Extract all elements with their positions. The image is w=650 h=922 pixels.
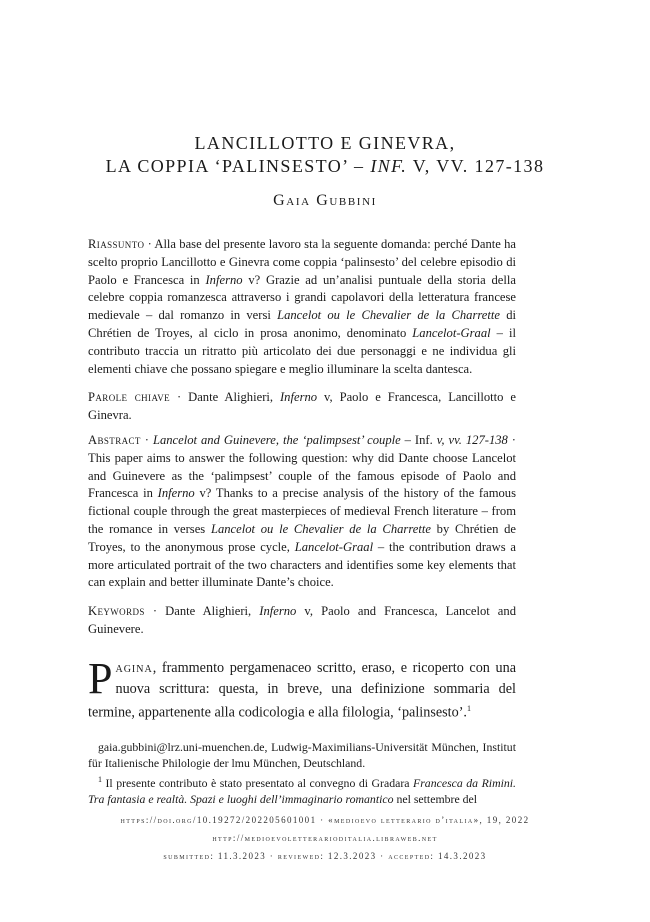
author-name: Gaia Gubbini: [273, 192, 377, 209]
body-paragraph: Pagina, frammento pergamenaceo scritto, eraso, e ricoperto con una nuova scrittura: questa, in breve, una definizione sommaria del termine, appartenente alla codicologia e alla filologia, ‘palinsesto’.$^1$: [88, 654, 516, 721]
keywords-paragraph: Keywords · Dante Alighieri, Inferno v, Paolo and Francesca, Lancelot and Guinevere.: [88, 604, 516, 636]
parole-chiave-paragraph: Parole chiave · Dante Alighieri, Inferno v, Paolo e Francesca, Lancillotto e Ginevra.: [88, 390, 517, 422]
drop-cap: P: [88, 654, 113, 703]
footnote-ref: 1: [466, 704, 471, 713]
footer-url: http://medioevoletterarioditalia.libraweb.net: [212, 833, 438, 843]
footer-dates: submitted: 11.3.2023 · reviewed: 12.3.2023 · accepted: 14.3.2023: [163, 851, 487, 861]
abstract-paragraph: Abstract · Lancelot and Guinevere, the ‘palimpsest’ couple – Inf. v, vv. 127-138 · This paper aims to answer the following question: why did Dante choose Lancelot and Guinevere as the ‘palimpsest’ couple of the famous episode of Paolo and Francesca in Inferno v? Thanks to a precise analysis of the history of the famous fictional couple through the great masterpieces of medieval French literature – from the romance in verses Lancelot ou le Chevalier de la Charrette by Chrétien de Troyes, to the anonymous prose cycle, Lancelot-Graal – the contribution draws a more articulated portrait of the two characters and identifies some key elements that can explain and better illuminate Dante’s choice.: [88, 433, 517, 590]
article-title-line-1: LANCILLOTTO E GINEVRA,: [194, 133, 456, 153]
riassunto-paragraph: Riassunto · Alla base del presente lavoro sta la seguente domanda: perché Dante ha scelto proprio Lancillotto e Ginevra come coppia ‘palinsesto’ del celebre episodio di Paolo e Francesca in Inferno v? Grazie ad un’analisi puntuale della storia della celebre coppia romanzesca attraverso i grandi capolavori della letteratura francese medievale – dal romanzo in versi Lancelot ou le Chevalier de la Charrette di Chrétien de Troyes, al ciclo in prosa anonimo, denominato Lancelot-Graal – il contributo traccia un ritratto più articolato dei due personaggi e ne individua gli elementi chiave che possano spiegare e meglio illuminare la scelta dantesca.: [88, 237, 516, 376]
article-title-line-2: LA COPPIA ‘PALINSESTO’ – INF. V, VV. 127-138: [105, 156, 545, 176]
riassunto-label: Riassunto: [88, 237, 145, 251]
keywords-label: Keywords: [88, 604, 145, 618]
footnote-affiliation: gaia.gubbini@lrz.uni-muenchen.de, Ludwig-Maximilians-Universität München, Institut für Italienische Philologie der lmu München, Deutschland.: [88, 740, 516, 771]
footer-doi: https://doi.org/10.19272/202205601001 · «medioevo letterario d’italia», 19, 2022: [120, 815, 530, 825]
footnote-1: $^1$ Il presente contributo è stato presentato al convegno di Gradara Francesca da Rimini. Tra fantasia e realtà. Spazi e luoghi dell’immaginario romantico nel settembre del: [88, 775, 516, 807]
abstract-label: Abstract: [88, 433, 141, 447]
parole-chiave-label: Parole chiave: [88, 390, 170, 404]
